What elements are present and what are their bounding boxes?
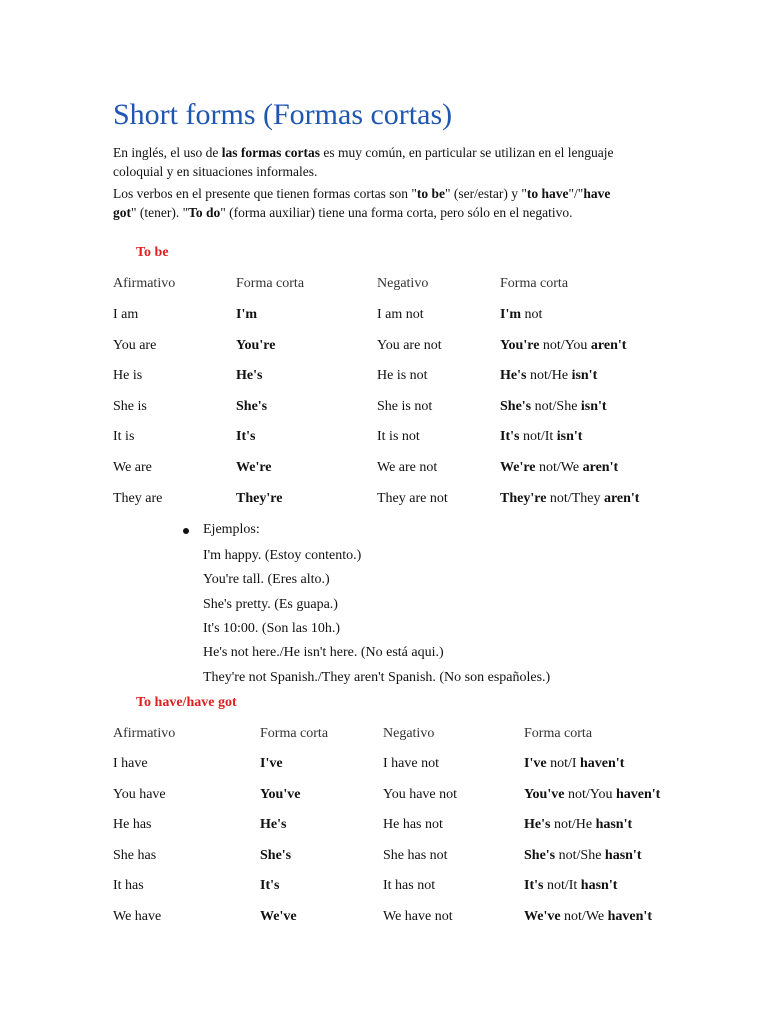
negative-short-cell	[524, 756, 624, 772]
negative-short-bold: I've	[524, 756, 547, 771]
negative-short-cell	[500, 399, 607, 415]
negative-short-text: not/He	[550, 817, 596, 833]
short-form-bold: It's	[236, 429, 256, 445]
negative-short-bold: You've	[524, 786, 565, 802]
negative-short-text: not/You	[564, 786, 616, 802]
intro-p1-text-end: es muy común, en particular se utilizan en el lenguaje coloquial y en situaciones informales.	[113, 145, 614, 179]
intro-p2-bold-to-be: to be	[416, 186, 446, 201]
negative-short-bold: hasn't	[604, 847, 642, 863]
negative-cell: It is not	[377, 429, 420, 445]
bullet-icon	[183, 528, 189, 534]
to-be-heading: To be	[136, 245, 169, 260]
affirmative-cell: You are	[113, 337, 157, 353]
intro-p2-bold-to-have: to have	[526, 186, 569, 201]
negative-cell: We have not	[383, 909, 453, 924]
short-form-bold: She's	[260, 847, 292, 863]
negative-cell: It has not	[383, 878, 436, 894]
short-form-cell	[236, 399, 267, 415]
negative-cell: She is not	[377, 398, 433, 414]
short-form-bold: He's	[236, 368, 263, 384]
negative-short-cell	[500, 368, 597, 384]
negative-short-bold: She's	[524, 847, 556, 863]
short-form-cell	[260, 909, 297, 925]
short-form-cell	[260, 756, 283, 772]
negative-cell: She has not	[383, 847, 448, 863]
negative-short-text: not/We	[560, 909, 608, 924]
intro-p2-text: "/"	[568, 186, 584, 201]
short-form-bold: We've	[260, 909, 297, 924]
intro-p2-text: " (ser/estar) y "	[445, 186, 527, 201]
negative-short-bold: aren't	[582, 460, 619, 475]
example-item: She's pretty. (Es guapa.)	[203, 596, 338, 612]
short-form-bold: I've	[260, 756, 283, 771]
negative-short-text: not/He	[526, 368, 572, 384]
short-form-bold: We're	[236, 460, 272, 475]
negative-short-bold: They're	[500, 490, 547, 506]
negative-short-bold: haven't	[607, 909, 652, 924]
intro-paragraph-1	[113, 143, 633, 181]
examples-label: Ejemplos:	[203, 522, 260, 537]
short-form-cell	[236, 307, 257, 323]
negative-short-bold: haven't	[615, 786, 661, 802]
example-item: They're not Spanish./They aren't Spanish. (No son españoles.)	[203, 669, 551, 685]
negative-short-cell	[524, 878, 617, 894]
negative-short-bold: hasn't	[580, 878, 618, 894]
affirmative-cell: I have	[113, 756, 148, 771]
intro-p2-text: " (forma auxiliar) tiene una forma corta, pero sólo en el negativo.	[220, 205, 573, 220]
short-form-bold: She's	[236, 398, 268, 414]
column-header: Forma corta	[260, 726, 329, 741]
column-header: Forma corta	[236, 276, 305, 291]
negative-short-bold: haven't	[580, 756, 625, 771]
negative-cell: I am not	[377, 307, 424, 322]
negative-short-text: not/We	[535, 460, 583, 475]
short-form-cell	[260, 817, 286, 833]
negative-short-bold: He's	[500, 368, 527, 384]
example-item: You're tall. (Eres alto.)	[203, 572, 330, 588]
short-form-bold: He's	[260, 817, 287, 833]
short-form-cell	[236, 368, 262, 384]
negative-cell: We are not	[377, 460, 438, 475]
negative-short-cell	[524, 909, 652, 925]
intro-p1-bold: las formas cortas	[221, 145, 320, 160]
intro-p2-bold-have-got: have got	[113, 186, 611, 220]
negative-short-cell	[500, 429, 582, 445]
column-header: Forma corta	[524, 726, 593, 741]
negative-short-bold: I'm	[500, 307, 521, 322]
short-form-bold: It's	[260, 878, 280, 894]
negative-short-text: not/She	[555, 847, 605, 863]
negative-short-bold: It's	[524, 878, 544, 894]
short-form-bold: I'm	[236, 307, 257, 322]
affirmative-cell: You have	[113, 786, 166, 802]
negative-short-text: not/It	[519, 429, 557, 445]
short-form-bold: They're	[236, 490, 283, 506]
negative-short-cell	[524, 817, 632, 833]
negative-short-text: not/You	[539, 337, 591, 353]
negative-short-bold: She's	[500, 398, 532, 414]
affirmative-cell: It has	[113, 878, 144, 894]
negative-short-bold: isn't	[571, 368, 598, 384]
page-title: Short forms (Formas cortas)	[113, 98, 453, 131]
short-form-bold: You're	[236, 337, 276, 353]
intro-paragraph-2	[113, 184, 633, 222]
negative-short-bold: We're	[500, 460, 536, 475]
negative-short-text: not/I	[546, 756, 581, 771]
negative-cell: He has not	[383, 817, 443, 833]
negative-short-bold: isn't	[580, 398, 607, 414]
negative-cell: You are not	[377, 337, 442, 353]
to-have-heading: To have/have got	[136, 695, 237, 710]
example-item: He's not here./He isn't here. (No está aqui.)	[203, 645, 444, 661]
short-form-cell	[236, 338, 275, 354]
negative-short-cell	[500, 460, 618, 476]
intro-p2-bold-to-do: To do	[188, 205, 221, 220]
negative-short-bold: hasn't	[595, 817, 633, 833]
negative-short-text: not/It	[543, 878, 581, 894]
intro-p2-text: Los verbos en el presente que tienen formas cortas son "	[113, 186, 417, 201]
negative-short-text: not	[521, 307, 543, 322]
short-form-cell	[236, 491, 282, 507]
negative-cell: You have not	[383, 786, 458, 802]
column-header: Afirmativo	[113, 726, 176, 741]
negative-short-cell	[524, 787, 660, 803]
short-form-bold: You've	[260, 786, 301, 802]
affirmative-cell: It is	[113, 429, 135, 445]
column-header: Afirmativo	[113, 276, 176, 291]
affirmative-cell: We have	[113, 909, 162, 924]
short-form-cell	[260, 787, 300, 803]
short-form-cell	[260, 878, 279, 894]
affirmative-cell: We are	[113, 460, 152, 475]
negative-short-text: not/She	[531, 398, 581, 414]
column-header: Negativo	[377, 276, 429, 291]
affirmative-cell: He is	[113, 368, 143, 384]
negative-short-text: not/They	[546, 490, 604, 506]
example-item: It's 10:00. (Son las 10h.)	[203, 620, 341, 636]
short-form-cell	[260, 848, 291, 864]
short-form-cell	[236, 460, 272, 476]
negative-short-bold: It's	[500, 429, 520, 445]
intro-p2-text: " (tener). "	[131, 205, 189, 220]
negative-cell: He is not	[377, 368, 428, 384]
negative-cell: I have not	[383, 756, 439, 771]
negative-short-bold: aren't	[590, 337, 627, 353]
negative-short-cell	[524, 848, 641, 864]
negative-short-cell	[500, 338, 626, 354]
column-header: Negativo	[383, 726, 435, 741]
intro-p1-text: En inglés, el uso de	[113, 145, 222, 160]
negative-short-bold: isn't	[556, 429, 583, 445]
negative-short-bold: We've	[524, 909, 561, 924]
negative-short-bold: aren't	[603, 490, 640, 506]
affirmative-cell: They are	[113, 490, 163, 506]
negative-short-cell	[500, 491, 639, 507]
negative-short-cell	[500, 307, 542, 323]
example-item: I'm happy. (Estoy contento.)	[203, 548, 362, 563]
negative-cell: They are not	[377, 490, 448, 506]
affirmative-cell: She has	[113, 847, 157, 863]
column-header: Forma corta	[500, 276, 569, 291]
affirmative-cell: He has	[113, 817, 152, 833]
short-form-cell	[236, 429, 255, 445]
affirmative-cell: I am	[113, 307, 139, 322]
negative-short-bold: You're	[500, 337, 540, 353]
negative-short-bold: He's	[524, 817, 551, 833]
affirmative-cell: She is	[113, 398, 147, 414]
